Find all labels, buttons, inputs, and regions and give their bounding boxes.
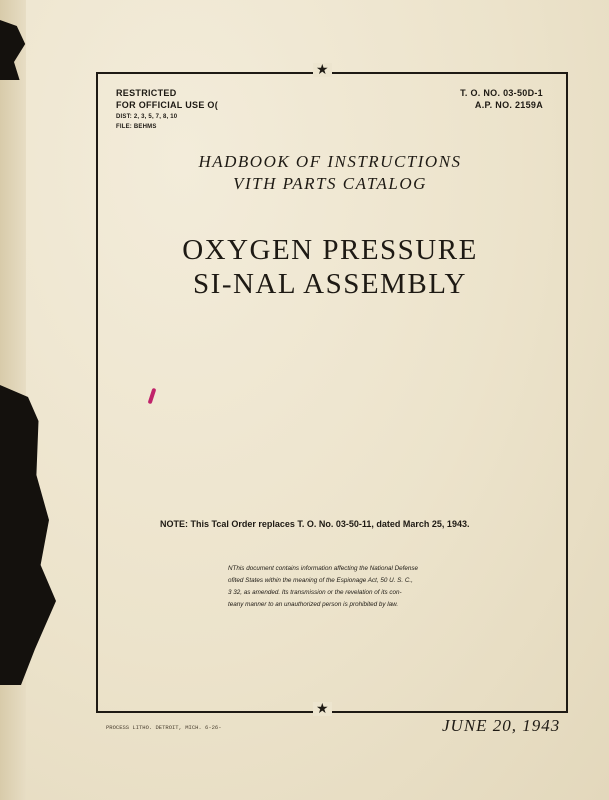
restricted-label: RESTRICTED <box>116 88 177 98</box>
notice-line-4: teany manner to an unauthorized person is prohibited by law. <box>228 601 399 608</box>
title-line-2: SI-NAL ASSEMBLY <box>193 268 467 300</box>
publication-date: JUNE 20, 1943 <box>442 716 561 735</box>
printer-imprint: PROCESS LITHO. DETROIT, MICH. 6-26- <box>106 724 222 731</box>
notice-line-3: 3 32, as amended. Its transmission or the revelation of its con- <box>228 589 402 596</box>
subtitle-line-1: HADBOOK OF INSTRUCTIONS <box>198 152 462 171</box>
to-number: T. O. NO. 03-50D-1 <box>460 88 543 98</box>
file-label: FILE: BEHMS <box>116 124 157 130</box>
notice-line-2: ofited States within the meaning of the Espionage Act, 50 U. S. C., <box>228 577 413 584</box>
official-use-label: FOR OFFICIAL USE O( <box>116 100 219 110</box>
supersede-note: NOTE: This Tcal Order replaces T. O. No. 03-50-11, dated March 25, 1943. <box>160 519 470 529</box>
star-icon-top: ★ <box>313 63 332 77</box>
star-icon-bottom: ★ <box>313 702 332 716</box>
ap-number: A.P. NO. 2159A <box>474 100 543 110</box>
notice-line-1: NThis document contains information affecting the National Defense <box>228 565 419 572</box>
subtitle-line-2: VITH PARTS CATALOG <box>233 174 427 193</box>
espionage-notice <box>228 563 484 611</box>
distribution-label: DIST: 2, 3, 5, 7, 8, 10 <box>116 114 178 120</box>
title-line-1: OXYGEN PRESSURE <box>182 234 478 266</box>
